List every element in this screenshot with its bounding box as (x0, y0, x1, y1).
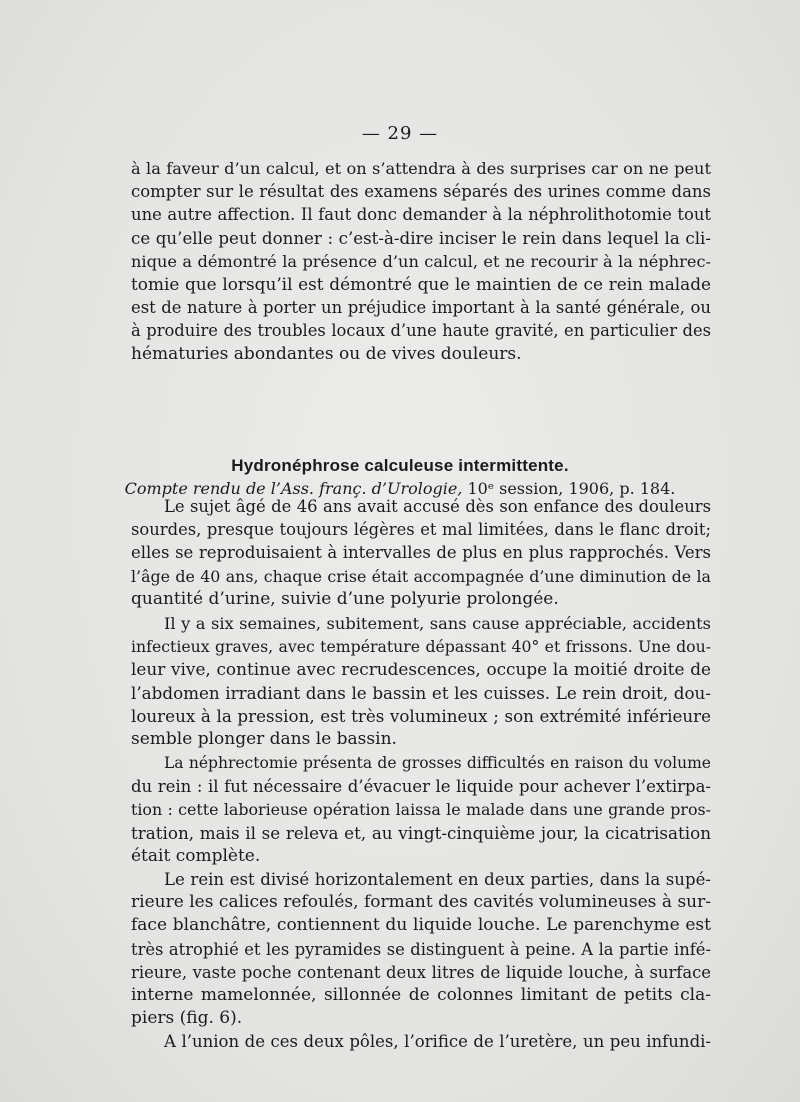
text-line: l’abdomen irradiant dans le bassin et les cuisses. Le rein droit, dou- (131, 682, 711, 703)
intro-paragraph (131, 157, 711, 366)
text-line: compter sur le résultat des examens séparés des urines comme dans (131, 182, 711, 202)
reference-details: 10ᵉ session, 1906, p. 184. (462, 479, 676, 498)
text-line: elles se reproduisaient à intervalles de plus en plus rapprochés. Vers (131, 543, 711, 563)
text-line: nique a démontré la présence d’un calcul, et ne recourir à la néphrec- (131, 251, 711, 271)
text-line: tomie que lorsqu’il est démontré que le maintien de ce rein malade (131, 273, 711, 294)
text-line: leur vive, continue avec recrudescences, occupe la moitié droite de (131, 659, 711, 680)
text-line: infectieux graves, avec température dépassant 40° et frissons. Une dou- (131, 637, 711, 657)
text-line: tion : cette laborieuse opération laissa le malade dans une grande pros- (131, 800, 711, 820)
text-line: ce qu’elle peut donner : c’est-à-dire inciser le rein dans lequel la cli- (131, 228, 711, 248)
operation-paragraph (131, 752, 711, 868)
text-line: rieure, vaste poche contenant deux litres de liquide louche, à surface (131, 962, 711, 982)
specimen-paragraph (131, 868, 711, 1054)
text-line: La néphrectomie présenta de grosses difficultés en raison du volume (164, 754, 711, 772)
text-line: était complète. (131, 845, 261, 866)
text-line: semble plonger dans le bassin. (131, 728, 397, 749)
text-line: face blanchâtre, contiennent du liquide louche. Le parenchyme est (131, 915, 711, 936)
text-line: Le rein est divisé horizontalement en deux parties, dans la supé- (164, 870, 711, 889)
reference-journal: Compte rendu de l’Ass. franç. d’Urologie, (124, 479, 463, 498)
text-line: piers (fig. 6). (131, 1008, 243, 1029)
text-line: Il y a six semaines, subitement, sans cause appréciable, accidents (164, 614, 711, 633)
recent-illness-paragraph (131, 612, 711, 751)
text-line: sourdes, presque toujours légères et mal limitées, dans le flanc droit; (131, 520, 711, 540)
text-line: A l’union de ces deux pôles, l’orifice de l’uretère, un peu infundi- (164, 1032, 711, 1052)
case-history-paragraph (131, 495, 711, 611)
page-number: — 29 — (361, 123, 439, 144)
text-line: loureux à la pression, est très volumineux ; son extrémité inférieure (131, 705, 711, 726)
text-line: l’âge de 40 ans, chaque crise était accompagnée d’une diminution de la (131, 566, 711, 586)
text-line: hématuries abondantes ou de vives douleurs. (131, 343, 522, 364)
text-line: à produire des troubles locaux d’une haute gravité, en particulier des (131, 321, 711, 341)
text-line: Le sujet âgé de 46 ans avait accusé dès son enfance des douleurs (164, 497, 711, 516)
text-line: interne mamelonnée, sillonnée de colonnes limitant de petits cla- (131, 984, 711, 1005)
text-line: rieure les calices refoulés, formant des cavités volumineuses à sur- (131, 892, 711, 913)
text-line: est de nature à porter un préjudice important à la santé générale, ou (131, 298, 711, 318)
text-line: du rein : il fut nécessaire d’évacuer le liquide pour achever l’extirpa- (131, 777, 711, 797)
section-title: Hydronéphrose calculeuse intermittente. (231, 456, 569, 475)
text-line: très atrophié et les pyramides se distinguent à peine. A la partie infé- (131, 939, 711, 959)
text-line: quantité d’urine, suivie d’une polyurie prolongée. (131, 588, 559, 609)
text-line: à la faveur d’un calcul, et on s’attendra à des surprises car on ne peut (131, 159, 711, 178)
text-line: tration, mais il se releva et, au vingt-cinquième jour, la cicatrisation (131, 822, 711, 843)
text-line: une autre affection. Il faut donc demander à la néphrolithotomie tout (131, 205, 711, 225)
